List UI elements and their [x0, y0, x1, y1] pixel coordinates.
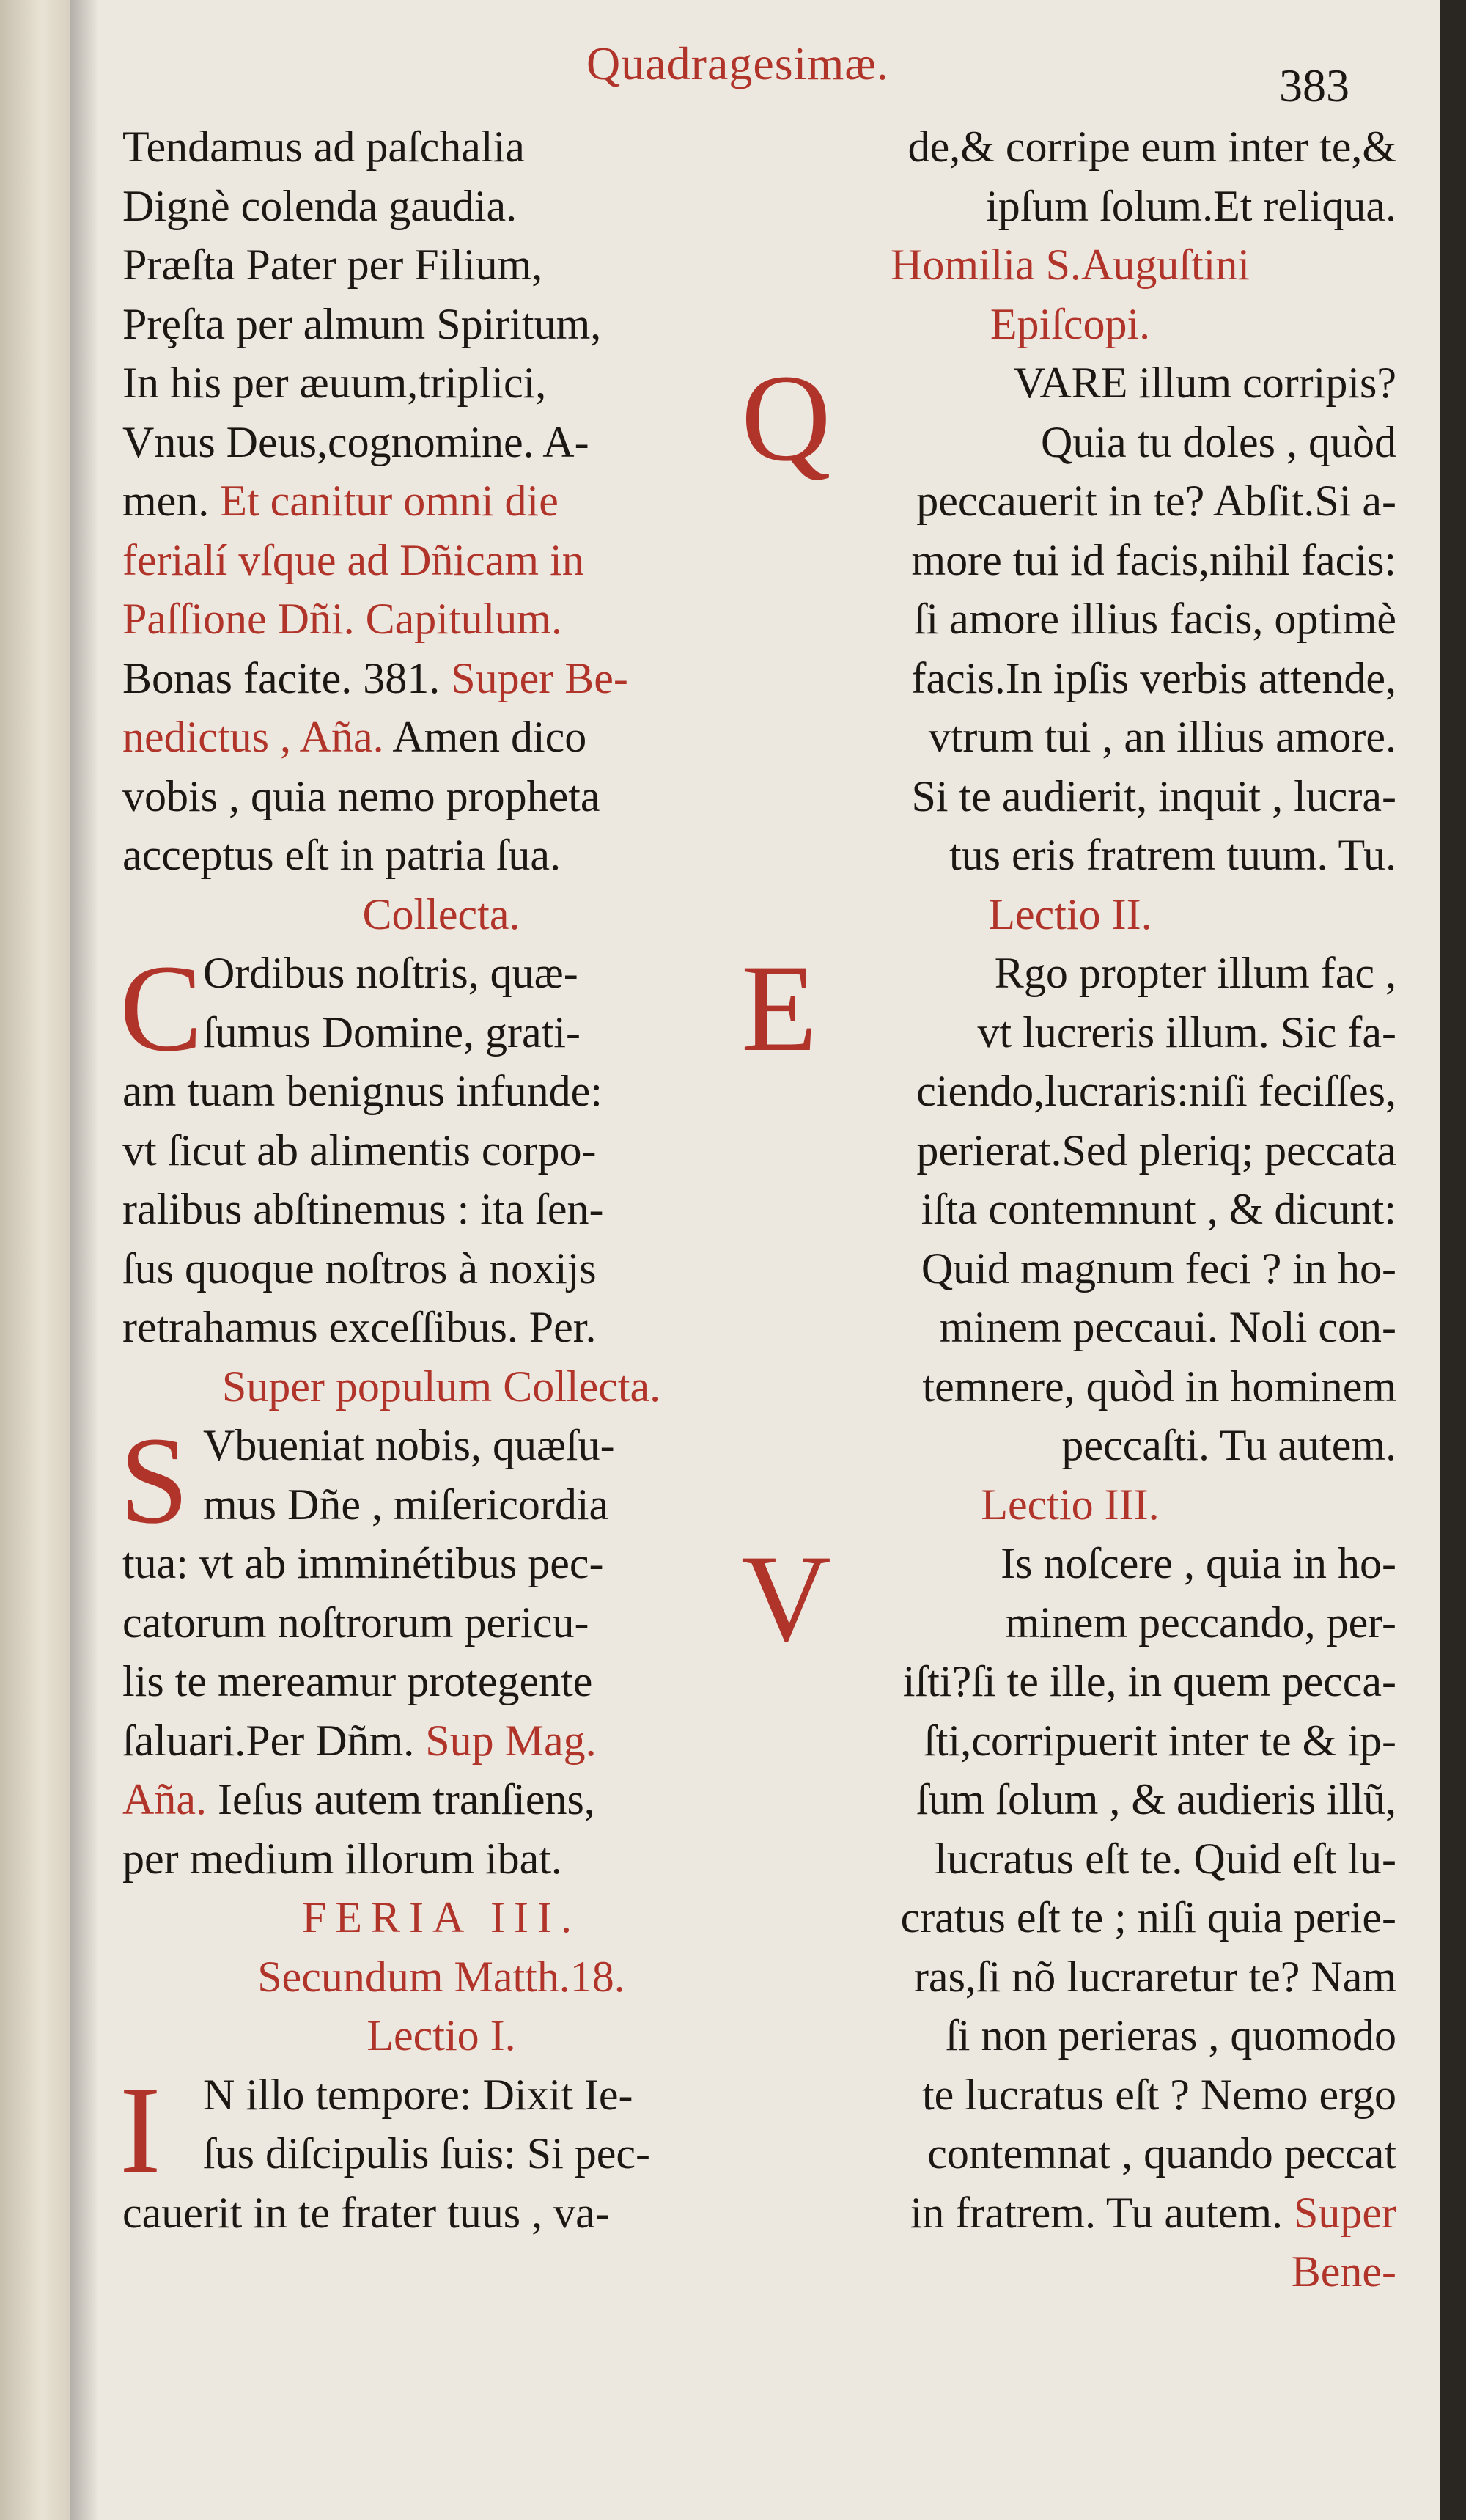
lectio-line: vt lucreris illum. Sic fa-	[977, 1007, 1396, 1057]
ana-text: Ieſus autem tranſiens,	[217, 1775, 595, 1823]
lectio-line: N illo tempore: Dixit Ie-	[203, 2070, 633, 2119]
lectio-line: temnere, quòd in hominem	[922, 1362, 1396, 1411]
lectio-line: te lucratus eſt ? Nemo ergo	[922, 2070, 1396, 2119]
homilia-drop-initial: Q	[741, 349, 831, 487]
collect-block	[119, 939, 760, 1357]
super-populum-line: tua: vt ab imminétibus pec-	[122, 1539, 604, 1587]
collect-line: ſus quoque noſtros à noxijs	[122, 1244, 597, 1293]
secundum-heading: Secundum Matth.18.	[257, 1952, 625, 2001]
homilia-line: VARE illum corripis?	[1013, 359, 1396, 407]
ana-rubric: Aña.	[122, 1775, 207, 1823]
hymn-line: Tendamus ad paſchalia	[122, 122, 525, 171]
homilia-line: Quia tu doles , quòd	[1041, 417, 1396, 466]
lectio-line: contemnat , quando peccat	[927, 2129, 1396, 2178]
super-populum-line: Vbueniat nobis, quæſu-	[203, 1421, 615, 1469]
lectio-3-block	[741, 1529, 1396, 2183]
lectio-line: ſum ſolum , & audieris illũ,	[916, 1775, 1396, 1823]
homilia-block	[741, 349, 1396, 885]
homilia-line: tus eris fratrem tuum. Tu.	[949, 831, 1396, 879]
collect-line: vt ſicut ab alimentis corpo-	[122, 1125, 597, 1175]
rubric-line: ferialí vſque ad Dñicam in	[122, 535, 584, 584]
closing-line	[744, 2183, 1396, 2243]
lectio-line: ras,ſi nõ lucraretur te? Nam	[913, 1952, 1396, 2001]
rubric-line: Paſſione Dñi. Capitulum.	[122, 595, 562, 643]
lectio-line: minem peccaui. Noli con-	[939, 1303, 1396, 1351]
hymn-line: Præſta Pater per Filium,	[122, 240, 543, 289]
saluari-text: ſaluari.Per Dñm.	[122, 1716, 415, 1765]
collect-heading: Collecta.	[362, 889, 520, 938]
super-populum-block	[119, 1411, 760, 1711]
rubric-text-black: Bonas facite. 381.	[122, 653, 441, 702]
hymn-line: In his per æuum,triplici,	[122, 359, 547, 407]
collect-line: am tuam benignus infunde:	[122, 1067, 603, 1115]
super-populum-line: lis te mereamur protegente	[122, 1657, 593, 1705]
lectio-line: minem peccando, per-	[1005, 1598, 1396, 1647]
homilia-line: more tui id facis,nihil facis:	[911, 535, 1396, 584]
rubric-text-red: Super Be-	[451, 653, 628, 702]
episcopi-heading: Epiſcopi.	[990, 299, 1151, 348]
collect-line: ralibus abſtinemus : ita ſen-	[122, 1185, 604, 1233]
lectio-2-heading: Lectio II.	[988, 889, 1152, 938]
collect-drop-initial: C	[119, 939, 203, 1077]
sup-mag-rubric: Sup Mag.	[425, 1716, 597, 1765]
feria-heading: FERIA III.	[302, 1893, 581, 1942]
lectio-3-heading: Lectio III.	[981, 1480, 1160, 1529]
hymn-line: Dignè colenda gaudia.	[122, 181, 517, 230]
closing-text: in fratrem. Tu autem.	[910, 2188, 1283, 2237]
antiphon-line: per medium illorum ibat.	[122, 1834, 562, 1883]
rubric-line	[122, 708, 760, 767]
antiphon-line: acceptus eſt in patria ſua.	[122, 831, 561, 879]
homilia-line: facis.In ipſis verbis attende,	[911, 653, 1396, 702]
hymn-line: Prȩſta per almum Spiritum,	[122, 299, 602, 348]
homilia-heading: Homilia S.Auguſtini	[890, 240, 1250, 289]
homilia-line: vtrum tui , an illius amore.	[928, 713, 1396, 761]
antiphon-line	[122, 1770, 760, 1829]
rubric-text-red: Et canitur omni die	[220, 477, 559, 525]
lectio-line: iſti?ſi te ille, in quem pecca-	[902, 1657, 1396, 1705]
lectio-line: ſus diſcipulis ſuis: Si pec-	[203, 2129, 650, 2178]
lectio-1-drop-initial: I	[119, 2060, 161, 2199]
collect-line: ſumus Domine, grati-	[203, 1007, 581, 1057]
lectio-line: ciendo,lucraris:niſi feciſſes,	[916, 1067, 1396, 1115]
lectio-line: ſi non perieras , quomodo	[946, 2011, 1396, 2060]
page-number: 383	[1279, 59, 1349, 111]
homilia-line: Si te audierit, inquit , lucra-	[911, 771, 1396, 820]
collect-line: Ordibus noſtris, quæ-	[203, 949, 578, 997]
lectio-2-drop-initial: E	[741, 939, 817, 1077]
super-populum-drop-initial: S	[119, 1411, 189, 1549]
lectio-1-heading: Lectio I.	[366, 2011, 516, 2060]
gutter-shadow	[70, 0, 99, 2520]
catchword: Bene-	[1291, 2247, 1396, 2296]
lectio-line: peccaſti. Tu autem.	[1061, 1421, 1396, 1469]
rubric-line	[122, 649, 760, 708]
gospel-line: ipſum ſolum.Et reliqua.	[986, 181, 1396, 230]
lectio-line: ſti,corripuerit inter te & ip-	[924, 1716, 1396, 1765]
collect-line: retrahamus exceſſibus. Per.	[122, 1303, 597, 1351]
scan-background-edge	[0, 0, 70, 2520]
lectio-line: Is noſcere , quia in ho-	[1001, 1539, 1396, 1587]
saluari-line	[122, 1711, 760, 1771]
book-page	[70, 0, 1440, 2520]
lectio-3-drop-initial: V	[741, 1529, 831, 1667]
lectio-line: Quid magnum feci ? in ho-	[921, 1244, 1396, 1293]
super-rubric: Super	[1294, 2188, 1396, 2237]
rubric-text-red: nedictus , Aña.	[122, 713, 384, 761]
lectio-1-block	[119, 2060, 760, 2243]
lectio-line: Rgo propter illum fac ,	[994, 949, 1396, 997]
antiphon-line: vobis , quia nemo propheta	[122, 771, 600, 820]
lectio-line: perierat.Sed pleriq; peccata	[916, 1125, 1396, 1175]
super-populum-line: catorum noſtrorum pericu-	[122, 1598, 589, 1647]
right-column	[741, 117, 1396, 2302]
rubric-line	[122, 471, 760, 531]
homilia-line: peccauerit in te? Abſit.Si a-	[916, 477, 1396, 525]
hymn-line: Vnus Deus,cognomine. A-	[122, 417, 589, 466]
lectio-line: cratus eſt te ; niſi quia perie-	[900, 1893, 1396, 1942]
lectio-2-block	[741, 939, 1396, 1475]
rubric-text-black: Amen dico	[392, 713, 587, 761]
homilia-line: ſi amore illius facis, optimè	[913, 595, 1396, 643]
left-column	[119, 117, 760, 2242]
rubric-text-black: men.	[122, 477, 210, 525]
lectio-line: cauerit in te frater tuus , va-	[122, 2188, 610, 2237]
lectio-line: lucratus eſt te. Quid eſt lu-	[935, 1834, 1396, 1883]
gospel-line: de,& corripe eum inter te,&	[907, 122, 1396, 171]
lectio-line: iſta contemnunt , & dicunt:	[921, 1185, 1396, 1233]
super-populum-heading: Super populum Collecta.	[221, 1362, 661, 1411]
running-head: Quadragesimæ.	[586, 37, 889, 89]
super-populum-line: mus Dñe , miſericordia	[203, 1480, 609, 1529]
